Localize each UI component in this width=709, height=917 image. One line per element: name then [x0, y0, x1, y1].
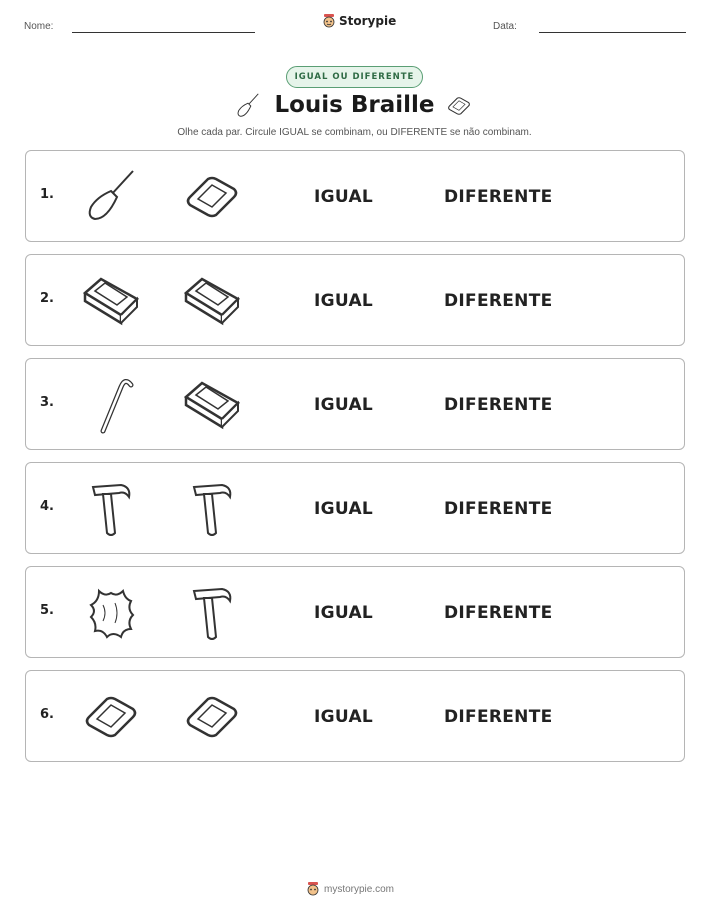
question-number: 1. — [40, 187, 54, 202]
option-different[interactable]: DIFERENTE — [444, 707, 553, 727]
question-number: 3. — [40, 395, 54, 410]
question-row-3 — [25, 358, 685, 450]
option-same[interactable]: IGUAL — [314, 499, 374, 519]
question-number: 5. — [40, 603, 54, 618]
hammer-icon — [182, 479, 242, 539]
option-same[interactable]: IGUAL — [314, 187, 374, 207]
footer — [306, 881, 394, 897]
question-row-4 — [25, 462, 685, 554]
question-row-2 — [25, 254, 685, 346]
slate-icon — [444, 93, 474, 119]
question-number: 6. — [40, 707, 54, 722]
name-field[interactable] — [72, 32, 255, 33]
option-different[interactable]: DIFERENTE — [444, 603, 553, 623]
option-same[interactable]: IGUAL — [314, 707, 374, 727]
question-number: 2. — [40, 291, 54, 306]
option-same[interactable]: IGUAL — [314, 603, 374, 623]
slate-icon — [81, 687, 141, 747]
slate-icon — [182, 687, 242, 747]
brand-name: Storypie — [339, 14, 397, 28]
activity-badge: IGUAL OU DIFERENTE — [286, 66, 423, 88]
question-row-1 — [25, 150, 685, 242]
storypie-mascot-icon — [306, 881, 320, 897]
hammer-icon — [81, 479, 141, 539]
option-same[interactable]: IGUAL — [314, 395, 374, 415]
option-different[interactable]: DIFERENTE — [444, 499, 553, 519]
option-different[interactable]: DIFERENTE — [444, 187, 553, 207]
hammer-icon — [182, 583, 242, 643]
book-icon — [182, 271, 242, 331]
date-label: Data: — [493, 21, 517, 32]
question-number: 4. — [40, 499, 54, 514]
name-label: Nome: — [24, 21, 54, 32]
slate-icon — [182, 167, 242, 227]
page-title: Louis Braille — [274, 92, 435, 118]
option-same[interactable]: IGUAL — [314, 291, 374, 311]
brand-logo — [322, 13, 396, 29]
question-row-6 — [25, 670, 685, 762]
question-row-5 — [25, 566, 685, 658]
leather-hide-icon — [81, 583, 141, 643]
instructions: Olhe cada par. Circule IGUAL se combinam, ou DIFERENTE se não combinam. — [177, 127, 532, 138]
storypie-mascot-icon — [322, 13, 336, 29]
cane-icon — [81, 375, 141, 435]
footer-url[interactable]: mystorypie.com — [324, 883, 395, 895]
book-icon — [81, 271, 141, 331]
date-field[interactable] — [539, 32, 686, 33]
option-different[interactable]: DIFERENTE — [444, 395, 553, 415]
option-different[interactable]: DIFERENTE — [444, 291, 553, 311]
book-icon — [182, 375, 242, 435]
awl-icon — [81, 167, 141, 227]
